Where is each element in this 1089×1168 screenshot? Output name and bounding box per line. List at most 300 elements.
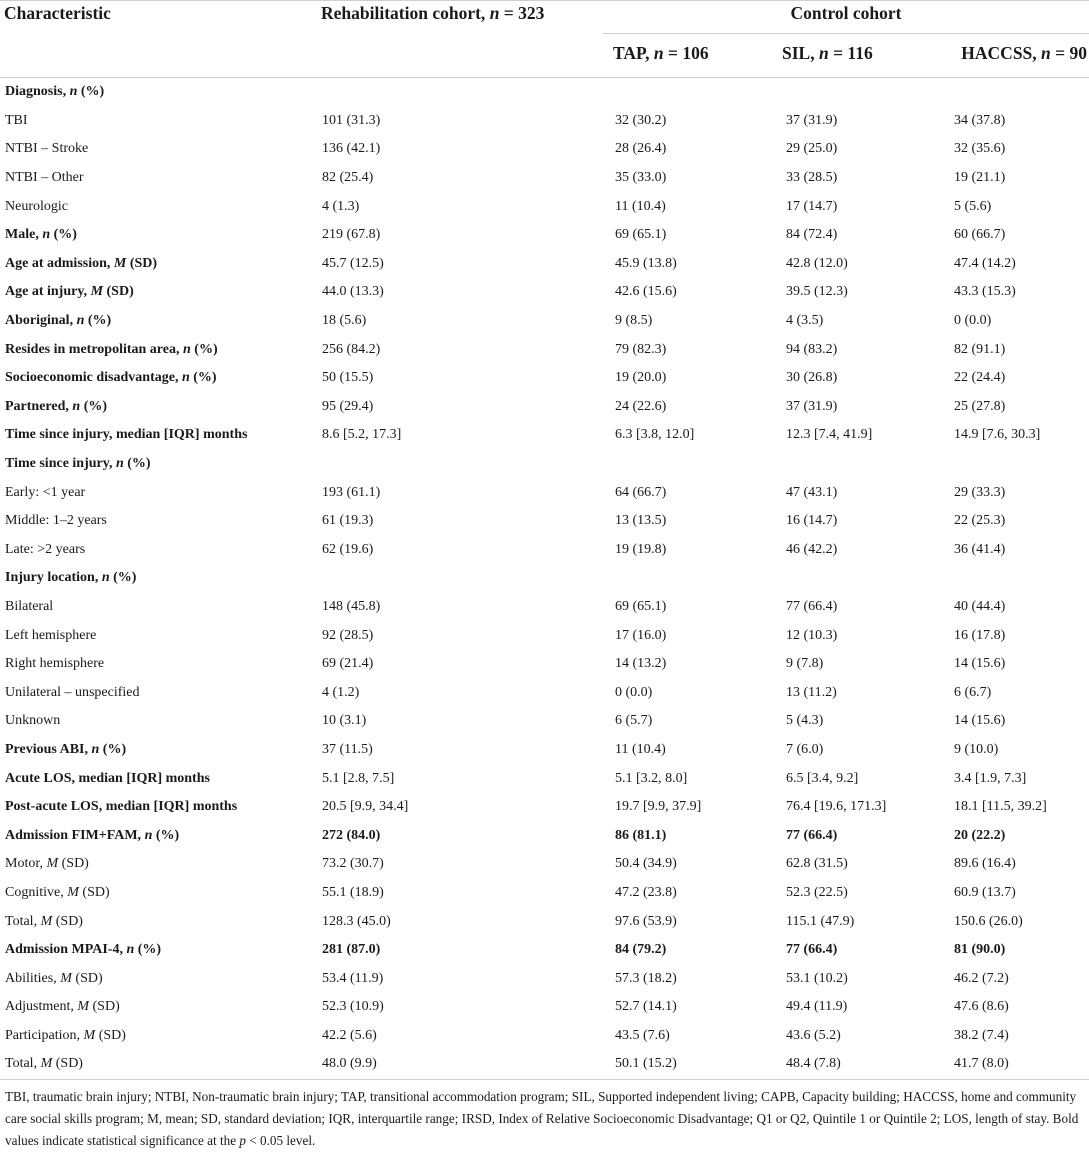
row-value-sil: 77 (66.4) — [786, 827, 838, 843]
table-row — [0, 536, 1089, 565]
row-label-text: Cognitive, — [5, 884, 68, 900]
table-header — [0, 1, 1089, 78]
row-value-tap: 57.3 (18.2) — [615, 970, 677, 986]
row-label-var: M — [60, 970, 72, 986]
header-characteristic — [0, 1, 318, 34]
row-value-sil: 6.5 [3.4, 9.2] — [786, 770, 859, 786]
row-label — [0, 707, 318, 736]
row-value-sil: 12 (10.3) — [786, 627, 838, 643]
row-value-sil: 76.4 [19.6, 171.3] — [786, 799, 887, 815]
row-value-sil — [772, 78, 924, 107]
row-label — [0, 793, 318, 822]
row-label — [0, 164, 318, 193]
row-label-suffix: (%) — [77, 84, 105, 100]
row-label — [0, 421, 318, 450]
table-row — [0, 1022, 1089, 1051]
row-label — [0, 135, 318, 164]
row-value-sil: 33 (28.5) — [786, 170, 838, 186]
row-label — [0, 278, 318, 307]
row-value-tap: 13 (13.5) — [615, 513, 667, 529]
row-label-var: n — [72, 398, 81, 414]
row-label-var: M — [40, 1056, 53, 1072]
row-label-var: n — [126, 942, 135, 958]
row-label-text: NTBI – Other — [5, 170, 84, 186]
row-value-rehab: 5.1 [2.8, 7.5] — [322, 770, 395, 786]
table-row — [0, 421, 1089, 450]
header-empty-1 — [0, 34, 318, 78]
row-value-haccss: 40 (44.4) — [954, 598, 1006, 614]
row-label — [0, 393, 318, 422]
table-row — [0, 793, 1089, 822]
row-label-var: n — [181, 370, 190, 386]
header-tap-label: TAP, — [613, 43, 654, 63]
row-label-suffix: (%) — [80, 398, 108, 414]
row-label — [0, 907, 318, 936]
row-value-rehab: 82 (25.4) — [322, 170, 374, 186]
row-label — [0, 564, 318, 593]
row-label-suffix: (SD) — [58, 856, 89, 872]
table-footnote — [0, 1080, 1089, 1152]
header-characteristic-label: Characteristic — [4, 3, 111, 23]
table-row — [0, 192, 1089, 221]
row-label — [0, 78, 318, 107]
header-haccss-label: HACCSS, — [961, 43, 1042, 63]
row-label-suffix: (%) — [189, 370, 217, 386]
row-value-sil: 77 (66.4) — [786, 942, 838, 958]
row-value-sil: 43.6 (5.2) — [786, 1027, 841, 1043]
table-row — [0, 764, 1089, 793]
row-label-text: Unilateral – unspecified — [5, 684, 140, 700]
row-label-text: Socioeconomic disadvantage, — [5, 370, 182, 386]
row-value-tap — [603, 78, 772, 107]
table-row — [0, 678, 1089, 707]
row-value-haccss: 25 (27.8) — [954, 398, 1006, 414]
row-value-rehab: 61 (19.3) — [322, 513, 374, 529]
row-value-rehab — [318, 450, 603, 479]
row-value-sil: 29 (25.0) — [786, 141, 838, 157]
row-label-text: Unknown — [5, 713, 61, 729]
row-label — [0, 335, 318, 364]
row-value-sil: 62.8 (31.5) — [786, 856, 848, 872]
row-value-tap: 11 (10.4) — [615, 198, 666, 214]
row-label-suffix: (SD) — [71, 970, 103, 986]
row-value-haccss: 16 (17.8) — [954, 627, 1006, 643]
row-value-tap: 43.5 (7.6) — [615, 1027, 670, 1043]
header-row-1 — [0, 1, 1089, 34]
table-row — [0, 650, 1089, 679]
table-body — [0, 78, 1089, 1080]
row-value-sil: 37 (31.9) — [786, 112, 838, 128]
header-rehab-n-var: n — [489, 3, 500, 23]
table-row — [0, 907, 1089, 936]
row-value-haccss: 46.2 (7.2) — [954, 970, 1009, 986]
table-row — [0, 78, 1089, 107]
row-value-rehab: 281 (87.0) — [322, 942, 381, 958]
row-value-sil: 37 (31.9) — [786, 398, 838, 414]
row-label-text: Middle: 1–2 years — [5, 513, 107, 529]
row-value-haccss: 19 (21.1) — [954, 170, 1006, 186]
row-label — [0, 364, 318, 393]
row-label — [0, 678, 318, 707]
table-row — [0, 1050, 1089, 1079]
row-label-text: Age at injury, — [5, 284, 91, 300]
row-value-haccss: 9 (10.0) — [954, 741, 999, 757]
table-row — [0, 107, 1089, 136]
row-value-rehab: 48.0 (9.9) — [318, 1050, 603, 1079]
header-tap — [603, 34, 772, 78]
row-value-haccss: 36 (41.4) — [954, 541, 1006, 557]
table-row — [0, 278, 1089, 307]
row-value-haccss: 60.9 (13.7) — [954, 884, 1016, 900]
row-value-sil — [772, 450, 924, 479]
row-label — [0, 307, 318, 336]
row-label-var: n — [144, 827, 153, 843]
header-tap-n-val: = 106 — [663, 43, 709, 63]
row-value-haccss: 47.4 (14.2) — [954, 255, 1016, 271]
table-row — [0, 450, 1089, 479]
row-value-sil: 49.4 (11.9) — [786, 999, 848, 1015]
row-label-text: Time since injury, — [5, 456, 116, 472]
row-label — [0, 593, 318, 622]
row-value-sil: 7 (6.0) — [786, 741, 824, 757]
table-row — [0, 879, 1089, 908]
row-value-haccss — [924, 78, 1089, 107]
row-value-haccss: 5 (5.6) — [954, 198, 992, 214]
row-value-haccss: 47.6 (8.6) — [954, 999, 1009, 1015]
table-row — [0, 335, 1089, 364]
row-label-text: Right hemisphere — [5, 656, 105, 672]
row-label-var: n — [115, 456, 124, 472]
row-label-suffix: (%) — [190, 341, 218, 357]
row-label-text: Age at admission, — [5, 255, 114, 271]
row-value-sil: 30 (26.8) — [786, 370, 838, 386]
row-label-text: Abilities, — [5, 970, 61, 986]
row-value-haccss: 14.9 [7.6, 30.3] — [954, 427, 1041, 443]
row-label-suffix: (SD) — [95, 1027, 126, 1043]
row-value-rehab: 45.7 (12.5) — [322, 255, 384, 271]
row-label-var: M — [113, 255, 127, 271]
row-value-rehab: 256 (84.2) — [322, 341, 381, 357]
row-value-tap: 6.3 [3.8, 12.0] — [615, 427, 695, 443]
row-label — [0, 964, 318, 993]
header-row-2 — [0, 34, 1089, 78]
row-value-haccss: 32 (35.6) — [954, 141, 1006, 157]
row-value-haccss: 22 (25.3) — [954, 513, 1006, 529]
row-label-suffix: (%) — [109, 570, 137, 586]
row-value-rehab: 69 (21.4) — [322, 656, 374, 672]
row-label — [0, 650, 318, 679]
row-label-suffix: (%) — [99, 741, 127, 757]
row-label-suffix: (SD) — [52, 1056, 83, 1072]
row-label-suffix: (SD) — [126, 255, 158, 271]
row-value-tap: 50.1 (15.2) — [603, 1050, 772, 1079]
header-control-cohort — [603, 1, 1089, 34]
row-value-sil: 84 (72.4) — [786, 227, 838, 243]
table-row — [0, 364, 1089, 393]
row-value-tap: 5.1 [3.2, 8.0] — [615, 770, 688, 786]
row-label-text: Early: <1 year — [5, 484, 86, 500]
row-label-text: Time since injury, median [IQR] months — [5, 427, 248, 443]
row-value-tap: 69 (65.1) — [615, 227, 667, 243]
row-label-text: Bilateral — [5, 598, 54, 614]
row-label-suffix: (%) — [123, 456, 151, 472]
row-value-haccss: 14 (15.6) — [954, 656, 1006, 672]
row-label-suffix: (SD) — [52, 913, 83, 929]
row-value-tap — [603, 450, 772, 479]
header-rehab-n-val: = 323 — [499, 3, 545, 23]
row-value-haccss — [924, 564, 1089, 593]
row-value-haccss: 20 (22.2) — [954, 827, 1006, 843]
row-value-tap: 69 (65.1) — [615, 598, 667, 614]
table-row — [0, 821, 1089, 850]
row-label-text: Admission FIM+FAM, — [5, 827, 145, 843]
row-value-haccss: 81 (90.0) — [954, 942, 1006, 958]
row-value-sil: 9 (7.8) — [786, 656, 824, 672]
row-value-rehab: 37 (11.5) — [322, 741, 373, 757]
row-value-rehab: 73.2 (30.7) — [322, 856, 384, 872]
row-label — [0, 450, 318, 479]
row-value-sil: 94 (83.2) — [786, 341, 838, 357]
row-value-sil: 39.5 (12.3) — [786, 284, 848, 300]
row-label-text: Total, — [5, 913, 41, 929]
row-label — [0, 993, 318, 1022]
row-value-haccss: 0 (0.0) — [954, 313, 992, 329]
row-label-var: M — [83, 1027, 96, 1043]
row-label-text: NTBI – Stroke — [5, 141, 89, 157]
table-row — [0, 307, 1089, 336]
row-value-rehab: 92 (28.5) — [322, 627, 374, 643]
row-label — [0, 821, 318, 850]
table-row — [0, 135, 1089, 164]
row-label-var: n — [91, 741, 100, 757]
row-label-suffix: (%) — [134, 942, 162, 958]
row-label-text: Acute LOS, median [IQR] months — [5, 770, 210, 786]
row-value-haccss: 43.3 (15.3) — [954, 284, 1016, 300]
row-label — [0, 621, 318, 650]
row-label-text: Left hemisphere — [5, 627, 97, 643]
row-value-haccss — [924, 450, 1089, 479]
row-label-text: Injury location, — [5, 570, 102, 586]
row-label — [0, 764, 318, 793]
row-value-haccss: 89.6 (16.4) — [954, 856, 1016, 872]
row-value-rehab — [318, 564, 603, 593]
row-value-tap: 97.6 (53.9) — [615, 913, 677, 929]
row-value-haccss: 18.1 [11.5, 39.2] — [954, 799, 1047, 815]
header-sil-n-var: n — [818, 43, 829, 63]
footnote-text: TBI, traumatic brain injury; NTBI, Non-traumatic brain injury; TAP, transitional accommodation program; SIL, Supported independent living; CAPB, Capacity building; HACCSS, home and community care social skills program; M, mean; SD, standard deviation; IQR, interquartile range; IRSD, Index of Relative Socioeconomic Disadvantage; Q1 or Q2, Quintile 1 or Quintile 2; LOS, length of stay. Bold values indicate statistical significance at the — [5, 1088, 1079, 1148]
table-row — [0, 564, 1089, 593]
row-value-rehab: 101 (31.3) — [322, 112, 381, 128]
row-label — [0, 879, 318, 908]
row-label — [0, 478, 318, 507]
row-value-tap: 19 (20.0) — [615, 370, 667, 386]
row-label-text: Participation, — [5, 1027, 84, 1043]
row-value-sil: 17 (14.7) — [786, 198, 838, 214]
row-label-suffix: (SD) — [103, 284, 134, 300]
table-row — [0, 707, 1089, 736]
row-label-text: Male, — [5, 227, 43, 243]
row-label-text: Aboriginal, — [5, 313, 77, 329]
header-sil — [772, 34, 924, 78]
row-value-tap: 32 (30.2) — [615, 112, 667, 128]
table-row — [0, 936, 1089, 965]
row-value-rehab: 18 (5.6) — [322, 313, 367, 329]
row-value-tap: 0 (0.0) — [615, 684, 653, 700]
row-label-var: n — [42, 227, 51, 243]
table-row — [0, 736, 1089, 765]
table-row — [0, 964, 1089, 993]
row-label — [0, 1022, 318, 1051]
row-label-var: M — [67, 884, 79, 900]
row-label-text: Previous ABI, — [5, 741, 92, 757]
row-label-text: Late: >2 years — [5, 541, 86, 557]
row-label — [0, 736, 318, 765]
row-label — [0, 1050, 318, 1079]
row-value-rehab: 95 (29.4) — [322, 398, 374, 414]
row-value-rehab: 50 (15.5) — [322, 370, 374, 386]
row-value-tap: 86 (81.1) — [615, 827, 667, 843]
row-value-rehab — [318, 78, 603, 107]
table-row — [0, 993, 1089, 1022]
row-label — [0, 507, 318, 536]
header-rehab-label: Rehabilitation cohort, — [321, 3, 490, 23]
table-row — [0, 393, 1089, 422]
header-haccss-n-val: = 90 — [1050, 43, 1088, 63]
row-value-rehab: 219 (67.8) — [322, 227, 381, 243]
row-label — [0, 850, 318, 879]
row-value-tap: 64 (66.7) — [615, 484, 667, 500]
row-label-text: Diagnosis, — [5, 84, 70, 100]
row-label-suffix: (SD) — [78, 884, 110, 900]
row-label — [0, 192, 318, 221]
row-value-tap: 6 (5.7) — [615, 713, 653, 729]
row-value-sil: 47 (43.1) — [786, 484, 838, 500]
row-value-haccss: 34 (37.8) — [954, 112, 1006, 128]
row-label-var: n — [76, 313, 85, 329]
row-value-haccss: 3.4 [1.9, 7.3] — [954, 770, 1027, 786]
row-value-rehab: 128.3 (45.0) — [322, 913, 391, 929]
row-value-rehab: 52.3 (10.9) — [322, 999, 384, 1015]
row-value-rehab: 20.5 [9.9, 34.4] — [322, 799, 409, 815]
row-label-suffix: (%) — [152, 827, 180, 843]
header-haccss-n-var: n — [1041, 43, 1051, 63]
row-value-haccss: 38.2 (7.4) — [954, 1027, 1009, 1043]
row-label — [0, 107, 318, 136]
row-label-text: Total, — [5, 1056, 41, 1072]
row-value-rehab: 55.1 (18.9) — [322, 884, 384, 900]
row-value-sil: 5 (4.3) — [786, 713, 824, 729]
table-row — [0, 221, 1089, 250]
header-tap-n-var: n — [653, 43, 664, 63]
row-value-rehab: 8.6 [5.2, 17.3] — [322, 427, 402, 443]
table-row — [0, 507, 1089, 536]
header-sil-label: SIL, — [782, 43, 819, 63]
row-value-sil: 46 (42.2) — [786, 541, 838, 557]
row-value-rehab: 136 (42.1) — [322, 141, 381, 157]
row-label-var: M — [77, 999, 90, 1015]
row-value-tap: 50.4 (34.9) — [615, 856, 677, 872]
row-label — [0, 250, 318, 279]
row-value-sil: 16 (14.7) — [786, 513, 838, 529]
row-value-tap: 9 (8.5) — [615, 313, 653, 329]
row-value-haccss: 22 (24.4) — [954, 370, 1006, 386]
footnote-text-end: < 0.05 level. — [245, 1132, 316, 1148]
row-value-haccss: 29 (33.3) — [954, 484, 1006, 500]
row-value-sil — [772, 564, 924, 593]
row-label-text: Neurologic — [5, 198, 68, 214]
row-value-sil: 4 (3.5) — [786, 313, 824, 329]
row-value-sil: 12.3 [7.4, 41.9] — [786, 427, 873, 443]
row-value-haccss: 60 (66.7) — [954, 227, 1006, 243]
row-label-text: Post-acute LOS, median [IQR] months — [5, 799, 238, 815]
row-value-tap: 79 (82.3) — [615, 341, 667, 357]
row-value-sil: 52.3 (22.5) — [786, 884, 848, 900]
row-label-text: Motor, — [5, 856, 47, 872]
row-value-haccss: 6 (6.7) — [954, 684, 992, 700]
row-value-tap: 42.6 (15.6) — [615, 284, 677, 300]
row-value-haccss: 82 (91.1) — [954, 341, 1006, 357]
row-value-rehab: 4 (1.2) — [322, 684, 360, 700]
footnote-p-var: p — [239, 1132, 246, 1148]
row-value-tap: 17 (16.0) — [615, 627, 667, 643]
row-value-tap: 19.7 [9.9, 37.9] — [615, 799, 702, 815]
row-value-rehab: 193 (61.1) — [322, 484, 381, 500]
row-label — [0, 936, 318, 965]
row-value-haccss: 41.7 (8.0) — [924, 1050, 1089, 1079]
row-label-text: TBI — [5, 112, 28, 128]
table-row — [0, 593, 1089, 622]
row-value-sil: 77 (66.4) — [786, 598, 838, 614]
row-value-rehab: 53.4 (11.9) — [322, 970, 384, 986]
header-control-label: Control cohort — [790, 3, 902, 23]
row-label — [0, 536, 318, 565]
row-value-haccss: 150.6 (26.0) — [954, 913, 1023, 929]
header-empty-2 — [318, 34, 603, 78]
row-value-sil: 115.1 (47.9) — [786, 913, 855, 929]
row-value-rehab: 272 (84.0) — [322, 827, 381, 843]
row-value-sil: 13 (11.2) — [786, 684, 837, 700]
row-value-tap: 52.7 (14.1) — [615, 999, 677, 1015]
row-value-rehab: 62 (19.6) — [322, 541, 374, 557]
row-value-tap: 84 (79.2) — [615, 942, 667, 958]
table-row — [0, 164, 1089, 193]
row-label-text: Admission MPAI-4, — [5, 942, 127, 958]
row-value-tap: 19 (19.8) — [615, 541, 667, 557]
row-value-tap: 24 (22.6) — [615, 398, 667, 414]
row-value-tap: 35 (33.0) — [615, 170, 667, 186]
row-value-rehab: 42.2 (5.6) — [322, 1027, 377, 1043]
row-label-var: M — [90, 284, 104, 300]
header-rehab-cohort — [318, 1, 603, 34]
row-label-text: Adjustment, — [5, 999, 78, 1015]
row-value-rehab: 4 (1.3) — [322, 198, 360, 214]
row-value-tap: 11 (10.4) — [615, 741, 666, 757]
row-value-haccss: 14 (15.6) — [954, 713, 1006, 729]
row-value-rehab: 10 (3.1) — [322, 713, 367, 729]
row-value-rehab: 44.0 (13.3) — [322, 284, 384, 300]
row-value-sil: 53.1 (10.2) — [786, 970, 848, 986]
row-label-text: Partnered, — [5, 398, 73, 414]
row-label — [0, 221, 318, 250]
row-value-tap: 45.9 (13.8) — [615, 255, 677, 271]
row-value-tap — [603, 564, 772, 593]
row-label-var: n — [69, 84, 78, 100]
table-row — [0, 621, 1089, 650]
row-label-suffix: (SD) — [89, 999, 120, 1015]
row-label-var: M — [46, 856, 59, 872]
table-row — [0, 250, 1089, 279]
row-label-suffix: (%) — [50, 227, 77, 243]
